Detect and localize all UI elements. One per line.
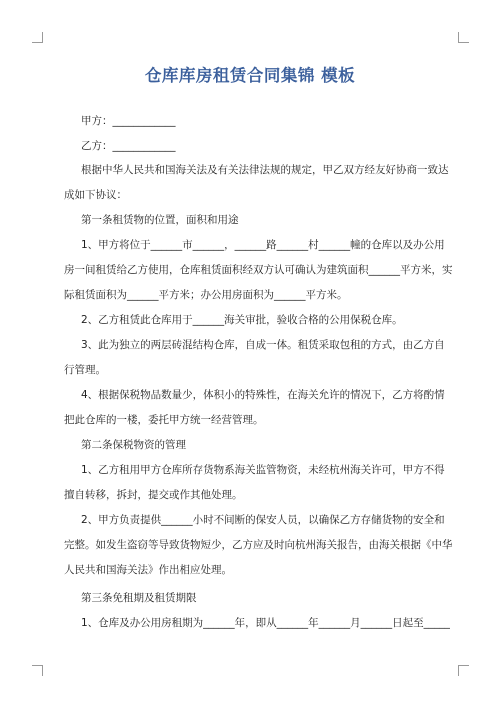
page-corner-mark-top-left: [32, 32, 43, 43]
party-b-line: 乙方：____________: [81, 140, 176, 152]
paragraph-line: 2、甲方负责提供______小时不间断的保安人员，以确保乙方存储货物的安全和: [81, 514, 445, 526]
paragraph-line: 1、仓库及办公用房租期为______年，即从______年______月______日起至_____: [81, 617, 450, 629]
paragraph-line: 1、甲方将位于______市______，______路______村______幢的仓库以及办公用: [81, 239, 445, 251]
paragraph-line: 际租赁面积为______平方米；办公用房面积为______平方米。: [64, 289, 348, 301]
document-title: 仓库库房租赁合同集锦 模板: [144, 66, 356, 85]
paragraph-line: 1、乙方租用甲方仓库所存货物系海关监管物资，未经杭州海关许可，甲方不得: [81, 464, 445, 476]
page-corner-mark-top-right: [458, 32, 469, 43]
paragraph-line: 成如下协议：: [64, 189, 127, 201]
section-heading-2: 第二条保税物资的管理: [81, 439, 186, 451]
section-heading-3: 第三条免租期及租赁期限: [81, 592, 197, 604]
paragraph-line: 把此仓库的一楼，委托甲方统一经营管理。: [64, 414, 264, 426]
paragraph-line: 2、乙方租赁此仓库用于______海关审批，验收合格的公用保税仓库。: [81, 314, 403, 326]
party-a-line: 甲方：____________: [81, 115, 176, 127]
paragraph-line: 完整。如发生盗窃等导致货物短少，乙方应及时向杭州海关报告，由海关根据《中华: [64, 539, 453, 551]
paragraph-line: 4、根据保税物品数量少，体积小的特殊性，在海关允许的情况下，乙方将酌情: [81, 389, 445, 401]
section-heading-1: 第一条租赁物的位置，面积和用途: [81, 214, 239, 226]
paragraph-line: 根据中华人民共和国海关法及有关法律法规的规定，甲乙双方经友好协商一致达: [81, 164, 449, 176]
paragraph-line: 人民共和国海关法》作出相应处理。: [64, 564, 232, 576]
page-corner-mark-bottom-left: [32, 665, 43, 676]
paragraph-line: 3、此为独立的两层砖混结构仓库，自成一体。租赁采取包租的方式，由乙方自: [81, 339, 445, 351]
paragraph-line: 行管理。: [64, 364, 106, 376]
paragraph-line: 房一间租赁给乙方使用，仓库租赁面积经双方认可确认为建筑面积______平方米，实: [64, 264, 453, 276]
paragraph-line: 擅自转移，拆封，提交或作其他处理。: [64, 489, 243, 501]
page-corner-mark-bottom-right: [458, 665, 469, 676]
